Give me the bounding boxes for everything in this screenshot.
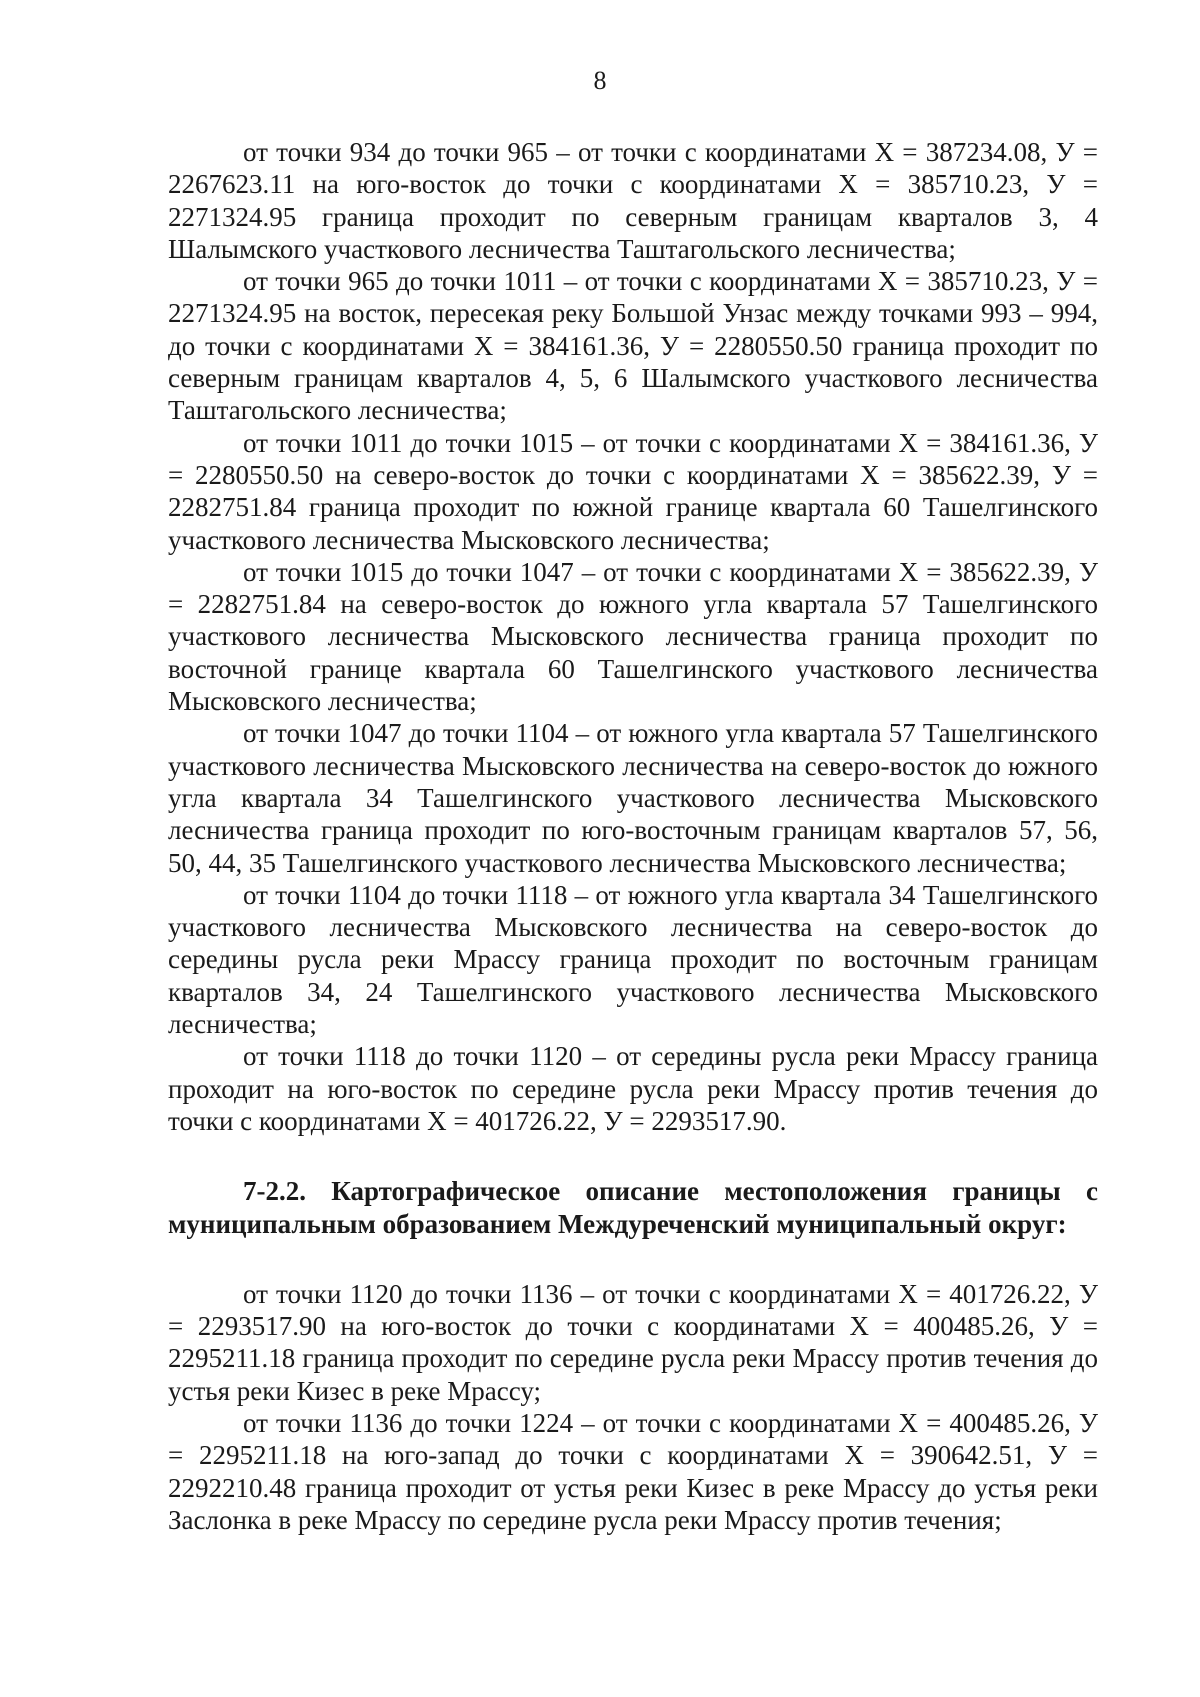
boundary-paragraph: от точки 1118 до точки 1120 – от середины русла реки Мрассу граница проходит на юго-восток по середине русла реки Мрассу против течения до точки с координатами Х = 401726.22, У = 2293517.90.	[168, 1041, 1098, 1136]
boundary-paragraph: от точки 934 до точки 965 – от точки с координатами Х = 387234.08, У = 2267623.11 на юго-восток до точки с координатами Х = 385710.23, У = 2271324.95 граница проходит по северным границам кварталов 3, 4 Шалымского участкового лесничества Таштагольского лесничества;	[168, 137, 1098, 264]
boundary-paragraph: от точки 1104 до точки 1118 – от южного угла квартала 34 Ташелгинского участкового лесничества Мысковского лесничества на северо-восток до середины русла реки Мрассу граница проходит по восточным границам кварталов 34, 24 Ташелгинского участкового лесничества Мысковского лесничества;	[168, 879, 1098, 1040]
document-body	[168, 136, 1098, 1536]
boundary-paragraph: от точки 1011 до точки 1015 – от точки с координатами Х = 384161.36, У = 2280550.50 на северо-восток до точки с координатами Х = 385622.39, У = 2282751.84 граница проходит по южной границе квартала 60 Ташелгинского участкового лесничества Мысковского лесничества;	[168, 427, 1098, 555]
boundary-paragraph: от точки 965 до точки 1011 – от точки с координатами Х = 385710.23, У = 2271324.95 на восток, пересекая реку Большой Унзас между точками 993 – 994, до точки с координатами Х = 384161.36, У = 2280550.50 граница проходит по северным границам кварталов 4, 5, 6 Шалымского участкового лесничества Таштагольского лесничества;	[168, 266, 1098, 426]
boundary-paragraph: от точки 1047 до точки 1104 – от южного угла квартала 57 Ташелгинского участкового лесничества Мысковского лесничества на северо-восток до южного угла квартала 34 Ташелгинского участкового лесничества Мысковского лесничества граница проходит по юго-восточным границам кварталов 57, 56, 50, 44, 35 Ташелгинского участкового лесничества Мысковского лесничества;	[168, 718, 1098, 878]
boundary-paragraph: от точки 1136 до точки 1224 – от точки с координатами Х = 400485.26, У = 2295211.18 на юго-запад до точки с координатами Х = 390642.51, У = 2292210.48 граница проходит от устья реки Кизес в реке Мрассу до устья реки Заслонка в реке Мрассу по середине русла реки Мрассу против течения;	[168, 1407, 1098, 1535]
page-number: 8	[593, 66, 607, 95]
section-heading: 7-2.2. Картографическое описание местоположения границы с муниципальным образованием Междуреченский муниципальный округ:	[168, 1176, 1098, 1239]
boundary-paragraph: от точки 1120 до точки 1136 – от точки с координатами Х = 401726.22, У = 2293517.90 на юго-восток до точки с координатами Х = 400485.26, У = 2295211.18 граница проходит по середине русла реки Мрассу против течения до устья реки Кизес в реке Мрассу;	[168, 1278, 1098, 1406]
boundary-paragraph: от точки 1015 до точки 1047 – от точки с координатами Х = 385622.39, У = 2282751.84 на северо-восток до южного угла квартала 57 Ташелгинского участкового лесничества Мысковского лесничества граница проходит по восточной границе квартала 60 Ташелгинского участкового лесничества Мысковского лесничества;	[168, 556, 1098, 717]
